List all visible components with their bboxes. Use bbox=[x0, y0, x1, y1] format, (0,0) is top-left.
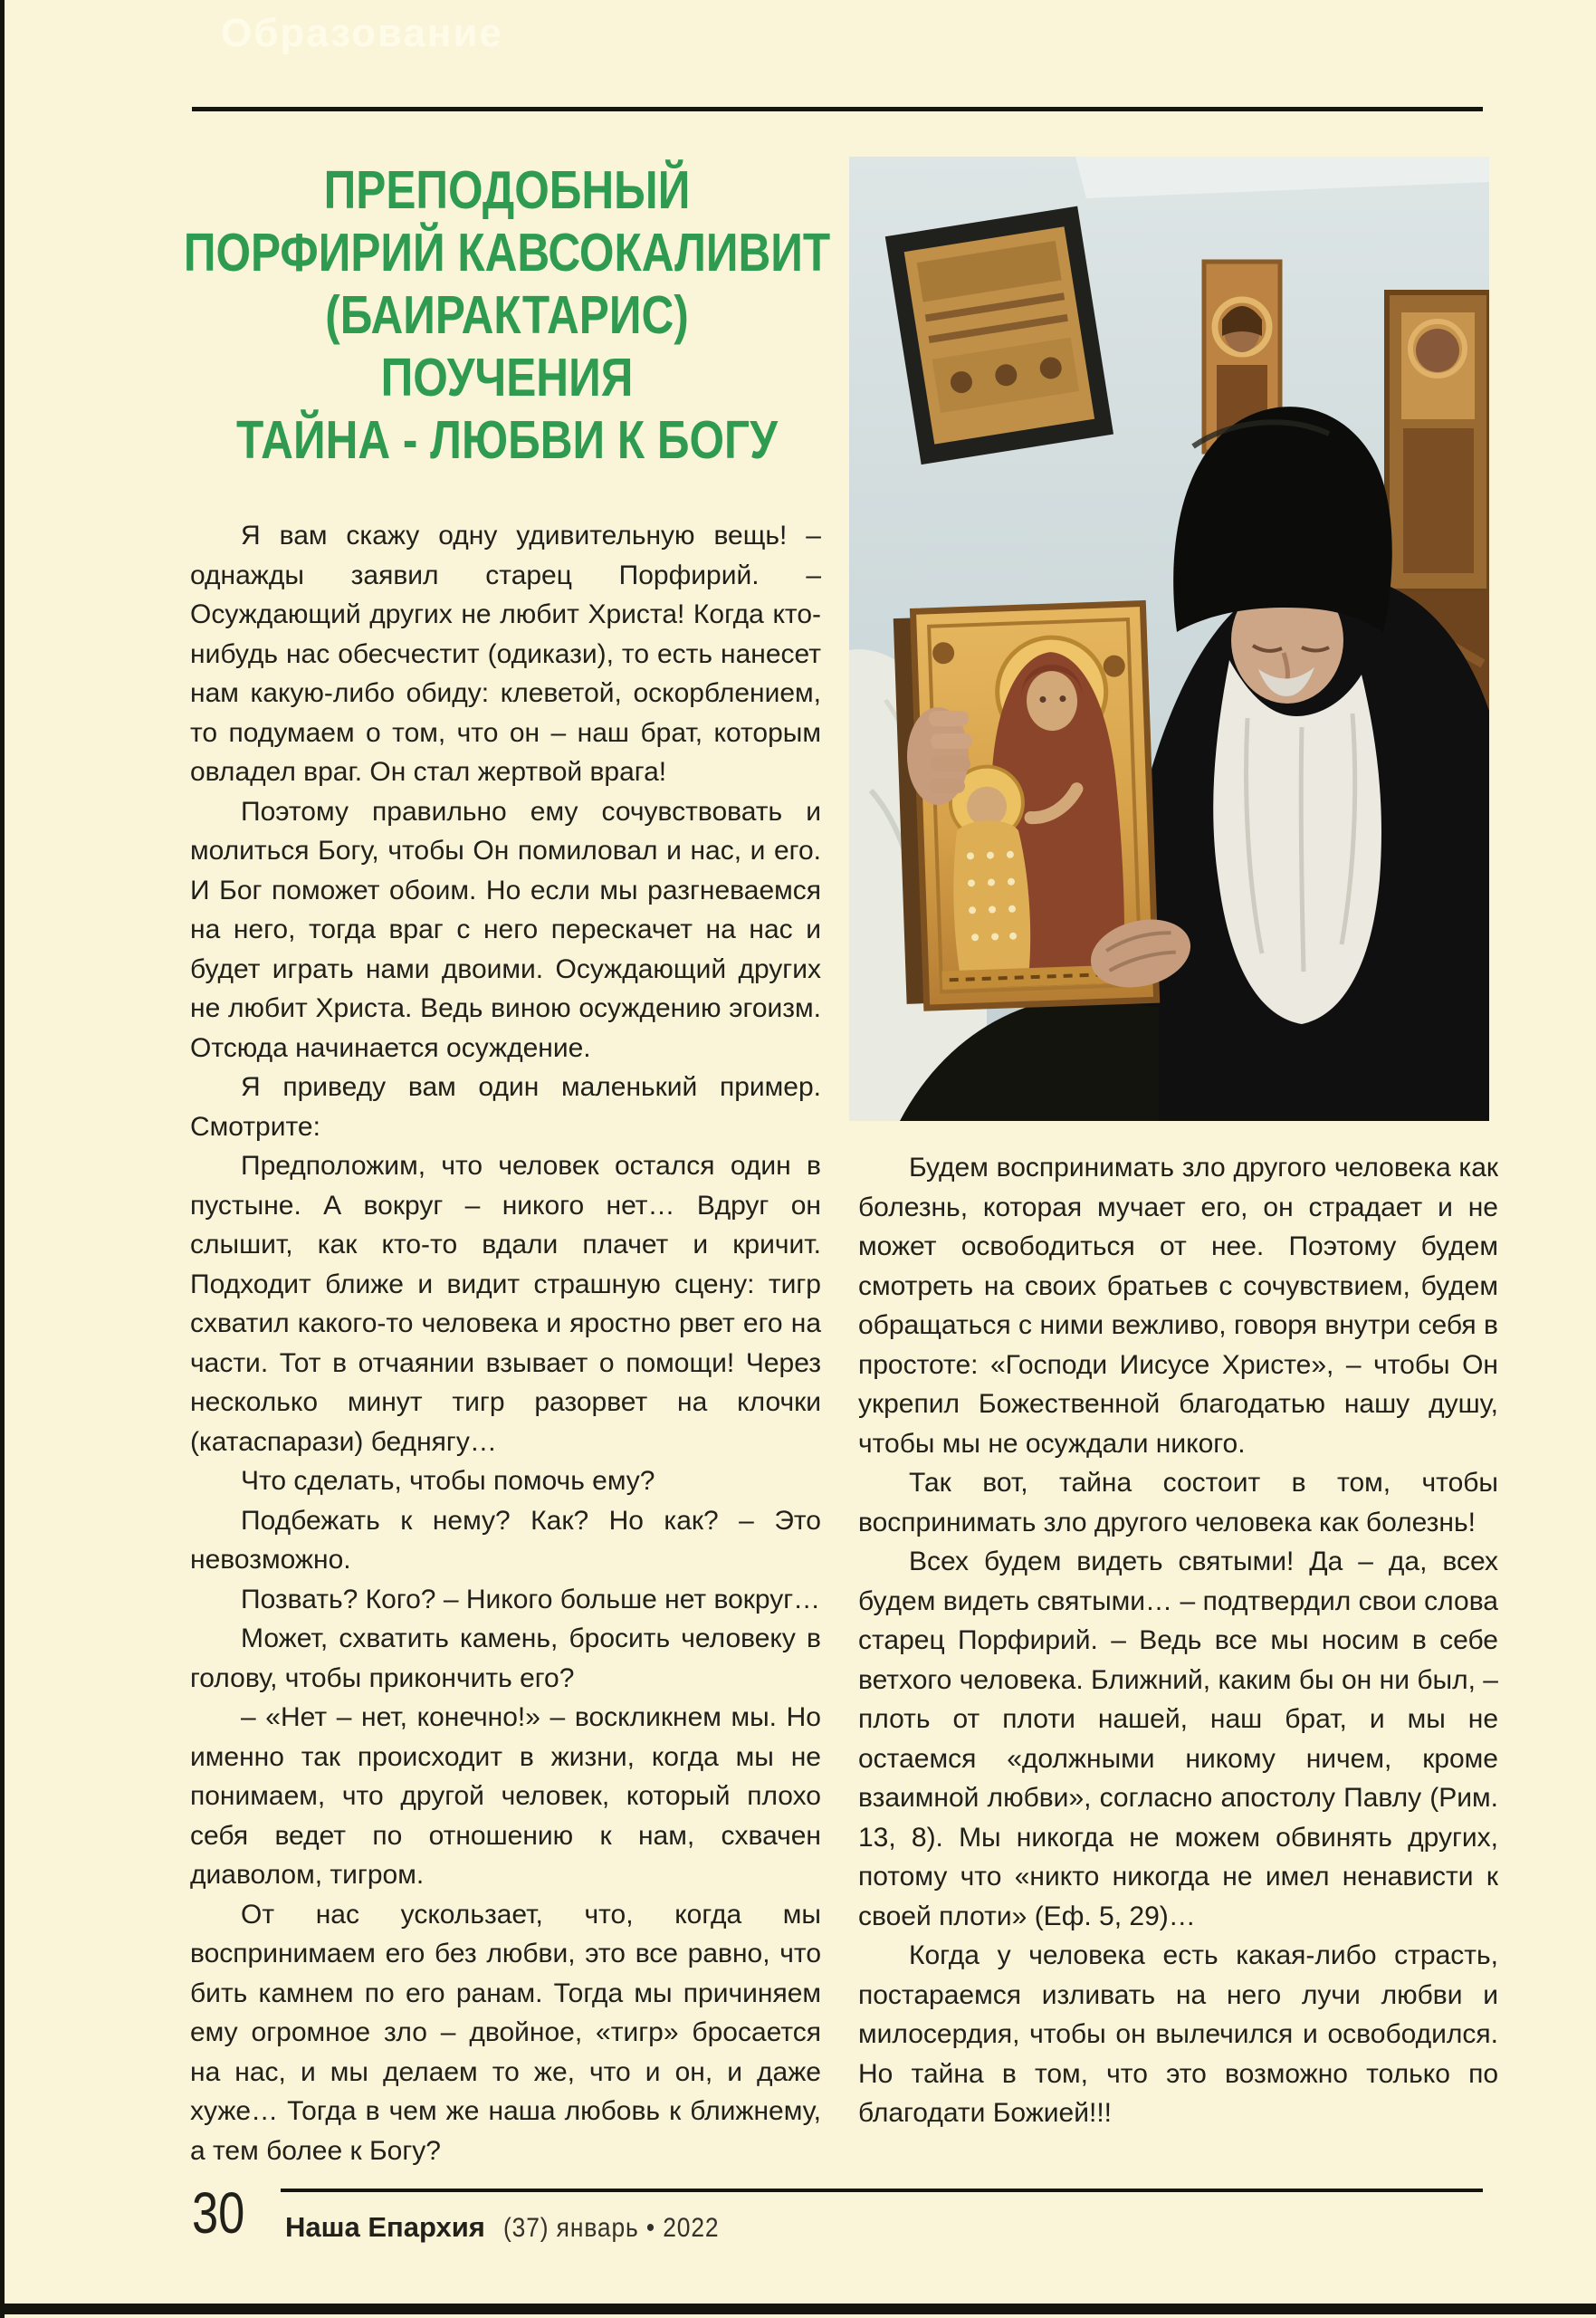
article-title-line: ПОУЧЕНИЯ bbox=[380, 348, 634, 407]
paragraph: Что сделать, чтобы помочь ему? bbox=[241, 1466, 655, 1496]
elder-photo bbox=[849, 157, 1489, 1121]
section-label: Образование bbox=[221, 11, 503, 55]
article-title-line: ТАЙНА - ЛЮБВИ К БОГУ bbox=[235, 410, 778, 470]
paragraph: Позвать? Кого? – Никого больше нет вокруг… bbox=[241, 1584, 821, 1614]
left-column bbox=[190, 516, 821, 2170]
page-number: 30 bbox=[192, 2180, 245, 2246]
monk-right-hand bbox=[907, 707, 972, 805]
issue-info: (37) январь • 2022 bbox=[503, 2213, 720, 2243]
footer-rule bbox=[281, 2189, 1483, 2192]
paragraph: Будем воспринимать зло другого человека как болезнь, которая мучает его, он страдает и не может освободиться от нее. Поэтому будем смотреть на своих братьев с сочувствием, будем обращаться с ними вежливо, говоря внутри себя в простоте: «Господи Иисусе Христе», – чтобы Он укрепил Божественной благодатью нашу душу, чтобы мы не осуждали никого. bbox=[858, 1153, 1498, 1459]
paragraph: Может, схватить камень, бросить человеку в голову, чтобы прикончить его? bbox=[190, 1624, 821, 1693]
paragraph: Всех будем видеть святыми! Да – да, всех будем видеть святыми… – подтвердил свои слова старец Порфирий. – Ведь все мы носим в себе ветхого человека. Ближний, каким бы он ни был, – плоть от плоти нашей, наш брат, и мы не остаемся «должными никому ничем, кроме взаимной любви», согласно апостолу Павлу (Рим. 13, 8). Мы никогда не можем обвинять других, потому что «никто никогда не имел ненависти к своей плоти» (Еф. 5, 29)… bbox=[858, 1547, 1498, 1931]
article-title-line: (БАИРАКТАРИС) bbox=[325, 285, 689, 345]
article-title-line: ПОРФИРИЙ КАВСОКАЛИВИТ bbox=[183, 223, 831, 283]
paragraph: Так вот, тайна состоит в том, чтобы воспринимать зло другого человека как болезнь! bbox=[858, 1468, 1498, 1537]
journal-name: Наша Епархия bbox=[285, 2211, 485, 2243]
paragraph: Когда у человека есть какая-либо страсть, постараемся изливать на него лучи любви и милосердия, чтобы он вылечился и освободился. Но тайна в том, что это возможно только по благодати Божией!!! bbox=[858, 1940, 1498, 2128]
paragraph: От нас ускользает, что, когда мы воспринимаем его без любви, это все равно, что бить камнем по его ранам. Тогда мы причиняем ему огромное зло – двойное, «тигр» бросается на нас, и мы делаем то же, что и он, и даже хуже… Тогда в чем же наша любовь к ближнему, а тем более к Богу? bbox=[190, 1899, 821, 2166]
wall-plaque bbox=[885, 206, 1113, 465]
paragraph: – «Нет – нет, конечно!» – воскликнем мы. Но именно так происходит в жизни, когда мы не понимаем, что другой человек, который плохо себя ведет по отношению к нам, схвачен диаволом, тигром. bbox=[190, 1702, 821, 1890]
paragraph: Предположим, что человек остался один в пустыне. А вокруг – никого нет… Вдруг он слышит, как кто-то вдали плачет и кричит. Подходит ближе и видит страшную сцену: тигр схватил какого-то человека и яростно рвет его на части. Тот в отчаянии взывает о помощи! Через несколько минут тигр разорвет на клочки (катаспарази) беднягу… bbox=[190, 1151, 821, 1457]
article-title-line: ПРЕПОДОБНЫЙ bbox=[323, 160, 691, 220]
bottom-edge-bar bbox=[0, 2304, 1596, 2314]
right-column bbox=[858, 1148, 1498, 2133]
paragraph: Поэтому правильно ему сочувствовать и молиться Богу, чтобы Он помиловал и нас, и его. И Бог поможет обоим. Но если мы разгневаемся на него, тогда враг с него перескачет на нас и будет играть нами двоими. Осуждающий других не любит Христа. Ведь виною осуждению эгоизм. Отсюда начинается осуждение. bbox=[190, 796, 821, 1063]
paragraph: Подбежать к нему? Как? Но как? – Это невозможно. bbox=[190, 1505, 821, 1575]
photo-illustration bbox=[849, 157, 1489, 1121]
paragraph: Я вам скажу одну удивительную вещь! – однажды заявил старец Порфирий. – Осуждающий других не любит Христа! Когда кто-нибудь нас обесчестит (одикази), то есть нанесет нам какую-либо обиду: клеветой, оскорблением, то подумаем о том, что он – наш брат, которым овладел враг. Он стал жертвой врага! bbox=[190, 521, 821, 787]
paragraph: Я приведу вам один маленький пример. Смотрите: bbox=[190, 1072, 821, 1142]
left-edge-bar bbox=[0, 0, 5, 2318]
header-rule bbox=[192, 107, 1483, 111]
article-title bbox=[167, 159, 848, 472]
